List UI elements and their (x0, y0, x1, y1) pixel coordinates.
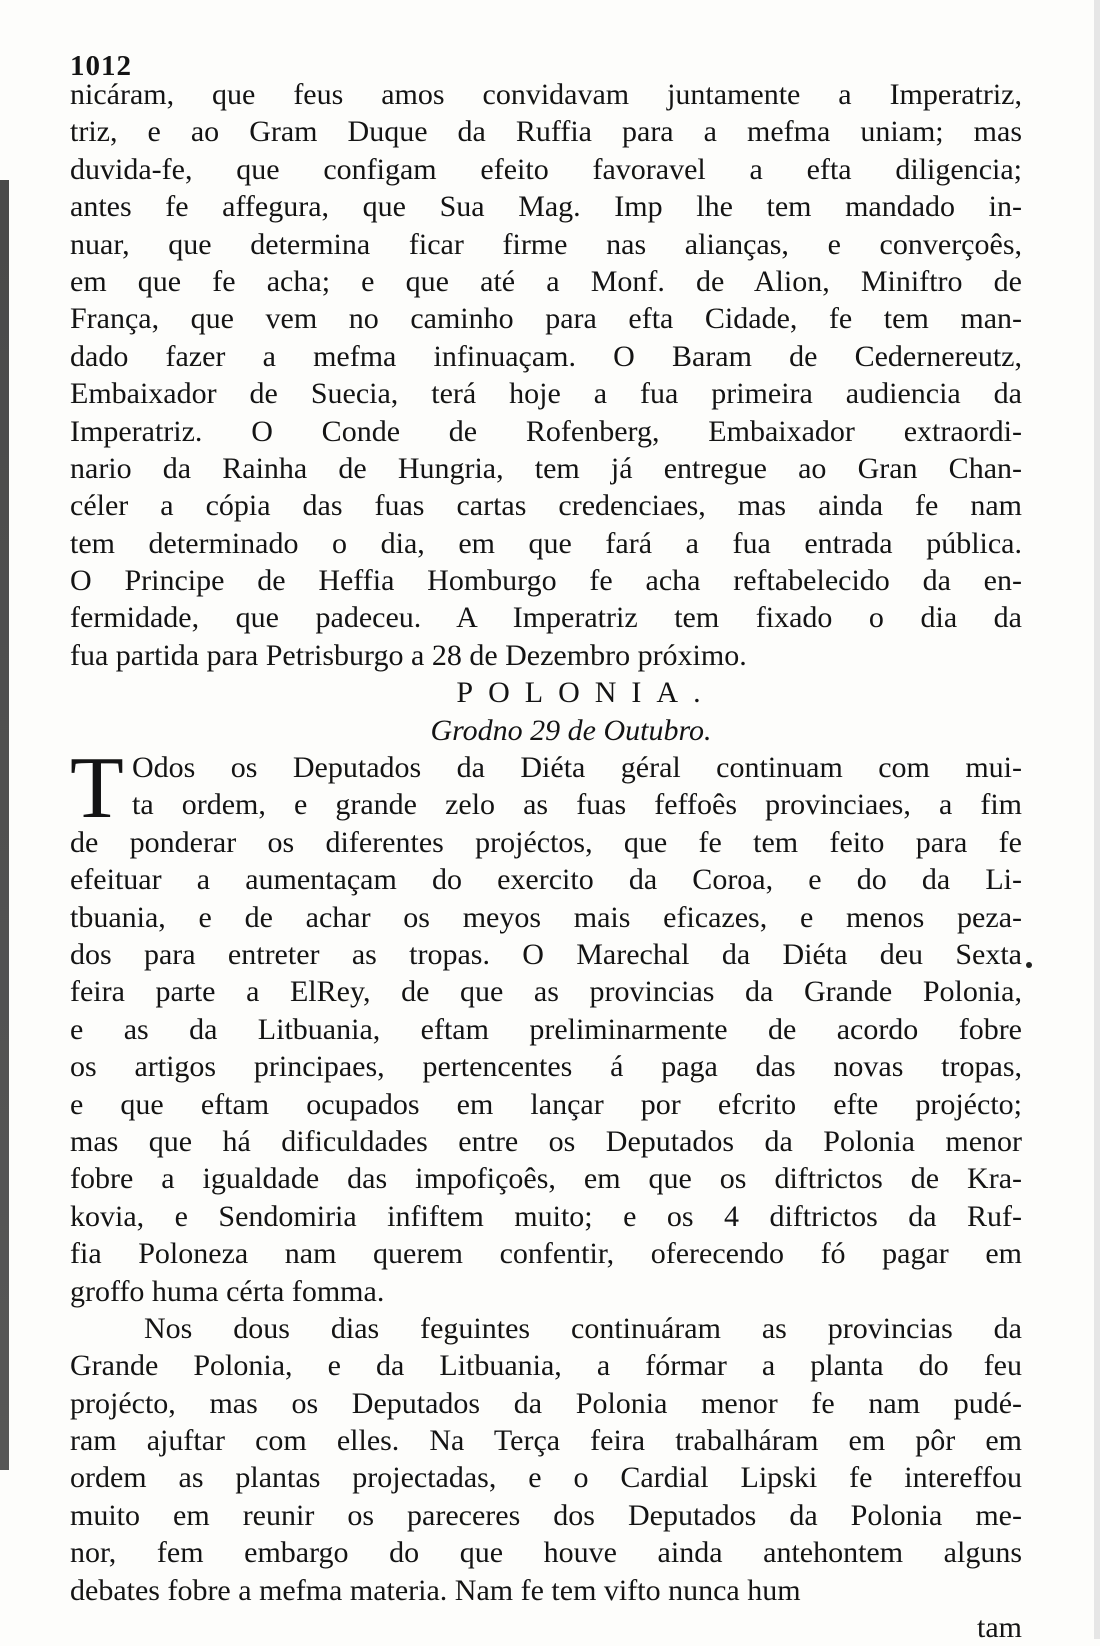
page-edge (1094, 0, 1100, 1639)
text-line: nor, fem embargo do que houve ainda antehontem alguns (70, 1536, 1022, 1570)
text-line: nicáram, que feus amos convidavam juntamente a Imperatriz, (70, 78, 1022, 111)
text-line: antes fe affegura, que Sua Mag. Imp lhe tem mandado in- (70, 190, 1022, 224)
text-line: muito em reunir os pareceres dos Deputados da Polonia me- (70, 1498, 1022, 1532)
page-number: 1012 (70, 50, 132, 82)
text-line: Embaixador de Suecia, terá hoje a fua primeira audiencia da (70, 377, 1022, 411)
text-line: França, que vem no caminho para efta Cidade, fe tem man- (70, 302, 1022, 336)
text-line: fermidade, que padeceu. A Imperatriz tem fixado o dia da (70, 601, 1022, 635)
text-line: O Principe de Heffia Homburgo fe acha reftabelecido da en- (70, 564, 1022, 598)
text-line: fobre a igualdade das impofiçoês, em que os diftrictos de Kra- (70, 1162, 1022, 1196)
text-line: ta ordem, e grande zelo as fuas feffoês provinciaes, a fim (132, 788, 1022, 822)
text-line: kovia, e Sendomiria infiftem muito; e os 4 diftrictos da Ruf- (70, 1199, 1022, 1233)
text-line: Imperatriz. O Conde de Rofenberg, Embaixador extraordi- (70, 414, 1022, 448)
catchword: tam (977, 1611, 1022, 1645)
text-line: céler a cópia das fuas cartas credenciaes, mas ainda fe nam (70, 489, 1022, 523)
text-line: nuar, que determina ficar firme nas alianças, e converçoês, (70, 227, 1022, 261)
text-line: fia Poloneza nam querem confentir, oferecendo fó pagar em (70, 1237, 1022, 1271)
text-line: de ponderar os diferentes projéctos, que fe tem feito para fe (70, 825, 1022, 859)
text-line: e as da Litbuania, eftam preliminarmente de acordo fobre (70, 1012, 1022, 1046)
text-line: dos para entreter as tropas. O Marechal da Diéta deu Sexta (70, 937, 1022, 971)
dateline: Grodno 29 de Outubro. (430, 713, 712, 747)
text-line: groffo huma cérta fomma. (70, 1274, 385, 1308)
section-heading: POLONIA. (456, 676, 716, 710)
paragraph-russia (70, 76, 1022, 674)
newspaper-page (70, 50, 1030, 1645)
text-line: Grande Polonia, e da Litbuania, a fórmar a planta do feu (70, 1349, 1022, 1383)
text-line: Nos dous dias feguintes continuáram as provincias da (144, 1311, 1022, 1345)
text-line: ram ajuftar com elles. Na Terça feira trabalháram em pôr em (70, 1424, 1022, 1458)
text-line: duvida-fe, que configam efeito favoravel a efta diligencia; (70, 152, 1022, 186)
text-line: Odos os Deputados da Diéta géral continuam com mui- (132, 751, 1022, 785)
text-line: ordem as plantas projectadas, e o Cardial Lipski fe intereffou (70, 1461, 1022, 1495)
text-line: projécto, mas os Deputados da Polonia menor fe nam pudé- (70, 1386, 1022, 1420)
text-line: tbuania, e de achar os meyos mais eficazes, e menos peza- (70, 900, 1022, 934)
text-line: tem determinado o dia, em que fará a fua entrada pública. (70, 526, 1022, 560)
text-line: efeituar a aumentaçam do exercito da Coroa, e do da Li- (70, 863, 1022, 897)
drop-cap: T (70, 740, 124, 838)
text-line: debates fobre a mefma materia. Nam fe tem vifto nunca hum (70, 1573, 801, 1607)
text-line: e que eftam ocupados em lançar por efcrito efte projécto; (70, 1087, 1022, 1121)
binding-shadow (0, 180, 9, 1470)
paragraph-grodno-sessions (70, 1310, 1022, 1609)
paragraph-polonia-lines (70, 740, 1022, 1310)
text-line: os artigos principaes, pertencentes á paga das novas tropas, (70, 1050, 1022, 1084)
article-body (70, 76, 1022, 1646)
text-line: feira parte a ElRey, de que as provincias da Grande Polonia, (70, 975, 1022, 1009)
paragraph-polonia (70, 740, 1022, 1310)
text-line: mas que há dificuldades entre os Deputados da Polonia menor (70, 1124, 1022, 1158)
text-line: triz, e ao Gram Duque da Ruffia para a mefma uniam; mas (70, 115, 1022, 149)
text-line: nario da Rainha de Hungria, tem já entregue ao Gran Chan- (70, 451, 1022, 485)
text-line: fua partida para Petrisburgo a 28 de Dezembro próximo. (70, 638, 747, 672)
text-line: dado fazer a mefma infinuaçam. O Baram de Cedernereutz, (70, 339, 1022, 373)
text-line: em que fe acha; e que até a Monf. de Alion, Miniftro de (70, 264, 1022, 298)
